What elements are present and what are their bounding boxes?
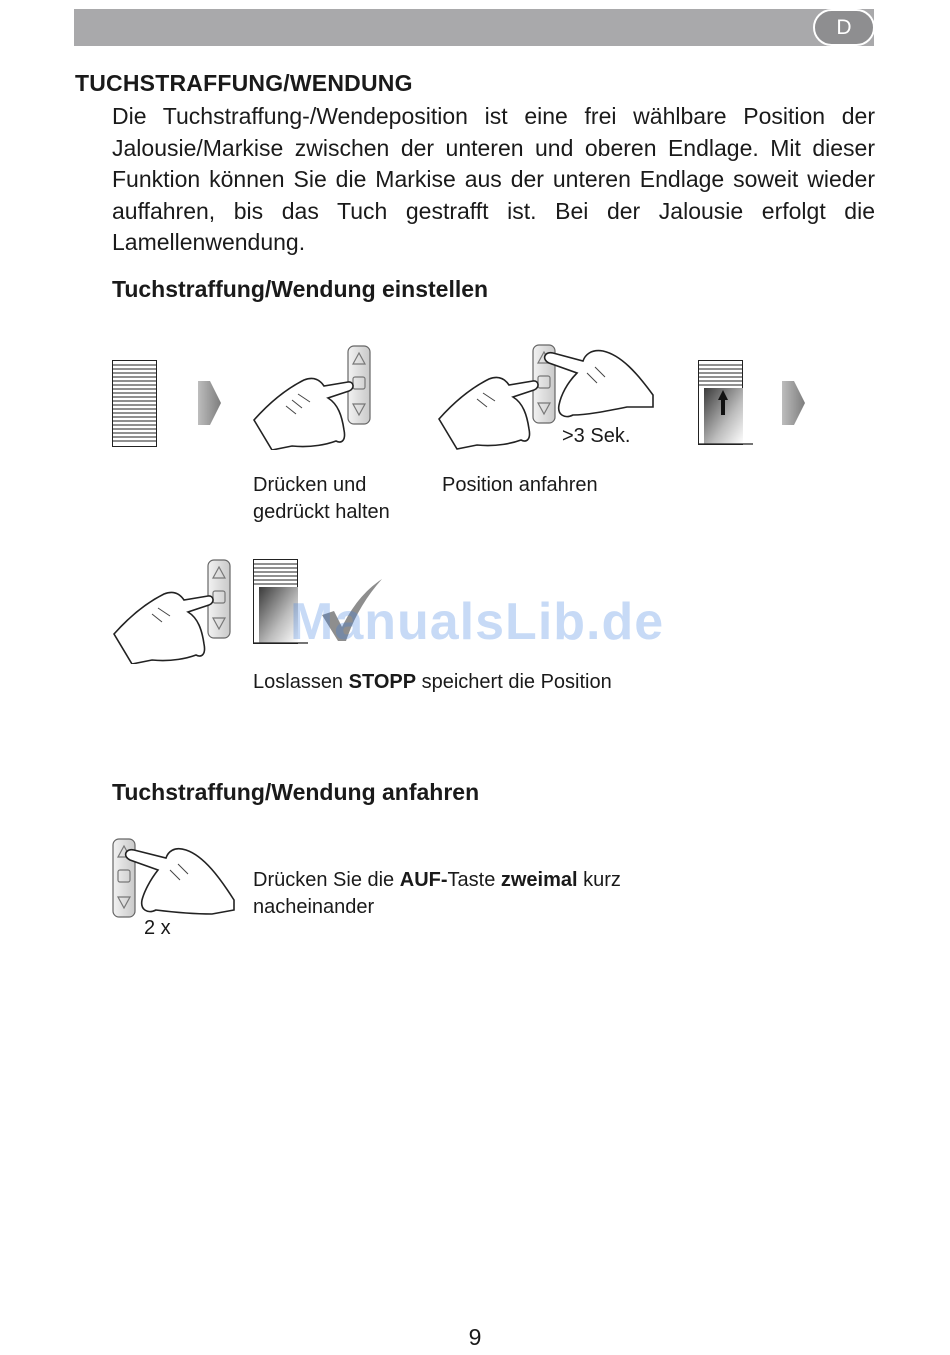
step1-caption [253,472,390,526]
next-step-arrow-icon [198,377,222,429]
release-caption [253,669,612,696]
recall-caption-part3: kurz [577,869,621,891]
recall-heading: Tuchstraffung/Wendung anfahren [112,779,480,805]
setup-heading: Tuchstraffung/Wendung einstellen [112,276,489,302]
press-count-label: 2 x [144,917,171,939]
release-caption-bold: STOPP [348,671,417,693]
next-step-arrow-icon-2 [782,377,806,429]
language-badge: D [813,9,875,46]
hand-pressing-remote-icon [252,344,374,450]
step1-caption-line2: gedrückt halten [253,501,390,523]
recall-caption [253,867,621,921]
recall-caption-part1: Drücken Sie die [253,869,400,891]
recall-caption-bold1: AUF- [399,869,448,891]
section-title: TUCHSTRAFFUNG/WENDUNG [75,70,413,96]
step2-caption: Position anfahren [442,474,598,496]
release-caption-part2: speichert die Position [416,671,612,693]
hand-double-press-icon [112,838,236,920]
recall-caption-line2: nacheinander [253,896,375,918]
recall-caption-bold2: zweimal [500,869,578,891]
duration-label: >3 Sek. [562,425,631,447]
watermark: ManualsLib.de [290,593,665,651]
recall-caption-part2: Taste [447,869,501,891]
release-caption-part1: Loslassen [253,671,349,693]
intro-paragraph: Die Tuchstraffung-/Wendeposition ist eine frei wählbare Position der Jalousie/Markise zwischen der unteren und oberen Endlage. Mit dieser Funktion können Sie die Markise aus der unteren Endlage soweit wieder auffahren, bis das Tuch gestrafft ist. Bei der Jalousie erfolgt die Lamellenwendung. [112,103,875,256]
blind-raising-icon [698,360,754,446]
step1-caption-line1: Drücken und [253,474,367,496]
page-number: 9 [468,1324,482,1350]
hand-releasing-remote-icon [112,558,234,664]
header-bar [74,9,874,46]
blind-closed-icon [112,360,158,448]
